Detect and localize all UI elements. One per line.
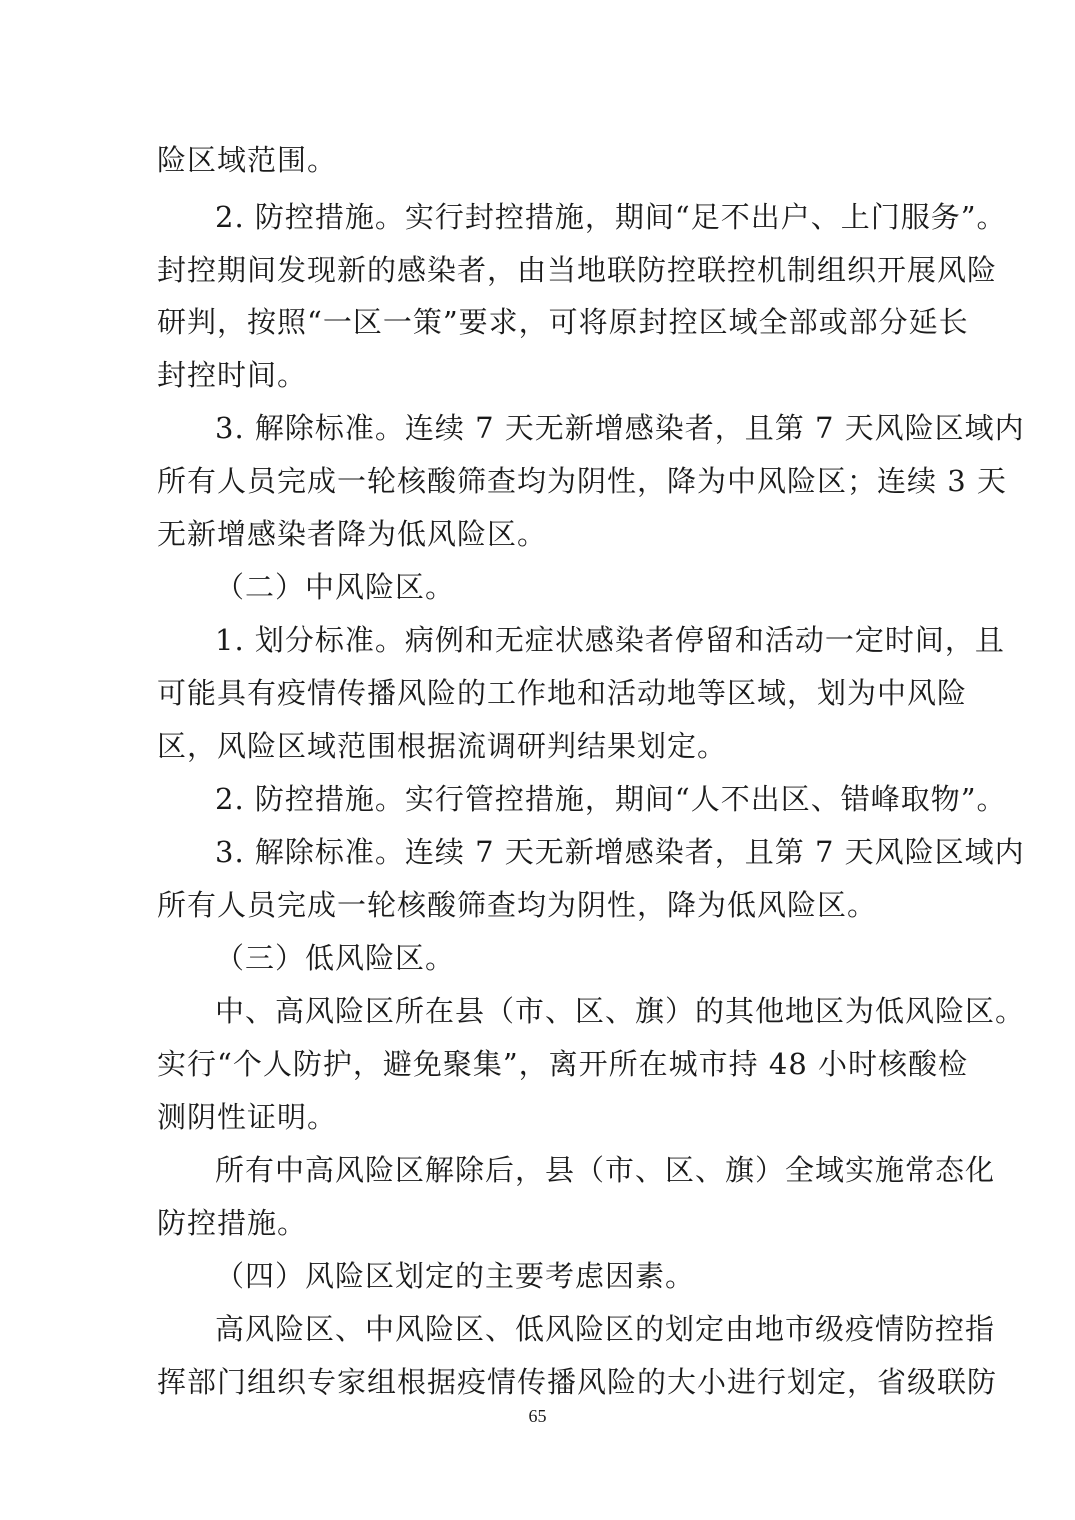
text-line-17: 中、高风险区所在县（市、区、旗）的其他地区为低风险区。	[215, 994, 1026, 1028]
text-line-24: 挥部门组织专家组根据疫情传播风险的大小进行划定，省级联防	[157, 1365, 998, 1399]
text-line-2: 2. 防控措施。实行封控措施，期间“足不出户、上门服务”。	[215, 200, 1007, 234]
text-line-20: 所有中高风险区解除后，县（市、区、旗）全域实施常态化	[215, 1153, 996, 1187]
text-line-13: 2. 防控措施。实行管控措施，期间“人不出区、错峰取物”。	[215, 782, 1007, 816]
text-line-6: 3. 解除标准。连续 7 天无新增感染者，且第 7 天风险区域内	[215, 411, 1025, 445]
text-line-23: 高风险区、中风险区、低风险区的划定由地市级疫情防控指	[215, 1312, 996, 1346]
section-heading-3: （三）低风险区。	[215, 941, 456, 975]
text-line-18: 实行“个人防护，避免聚集”，离开所在城市持 48 小时核酸检	[157, 1047, 968, 1081]
text-line-21: 防控措施。	[157, 1206, 308, 1240]
section-heading-2: （二）中风险区。	[215, 570, 456, 604]
text-line-14: 3. 解除标准。连续 7 天无新增感染者，且第 7 天风险区域内	[215, 835, 1025, 869]
text-line-8: 无新增感染者降为低风险区。	[157, 517, 548, 551]
text-line-1: 险区域范围。	[157, 143, 338, 177]
text-line-4: 研判，按照“一区一策”要求，可将原封控区域全部或部分延长	[157, 305, 969, 339]
text-line-12: 区，风险区域范围根据流调研判结果划定。	[157, 729, 728, 763]
text-line-10: 1. 划分标准。病例和无症状感染者停留和活动一定时间，且	[215, 623, 1005, 657]
text-line-11: 可能具有疫情传播风险的工作地和活动地等区域，划为中风险	[157, 676, 968, 710]
text-line-7: 所有人员完成一轮核酸筛查均为阴性，降为中风险区；连续 3 天	[157, 464, 1007, 498]
section-heading-4: （四）风险区划定的主要考虑因素。	[215, 1259, 696, 1293]
page-number: 65	[528, 1406, 547, 1426]
text-line-5: 封控时间。	[157, 358, 308, 392]
text-line-19: 测阴性证明。	[157, 1100, 338, 1134]
text-line-3: 封控期间发现新的感染者，由当地联防控联控机制组织开展风险	[157, 253, 998, 287]
text-line-15: 所有人员完成一轮核酸筛查均为阴性，降为低风险区。	[157, 888, 878, 922]
